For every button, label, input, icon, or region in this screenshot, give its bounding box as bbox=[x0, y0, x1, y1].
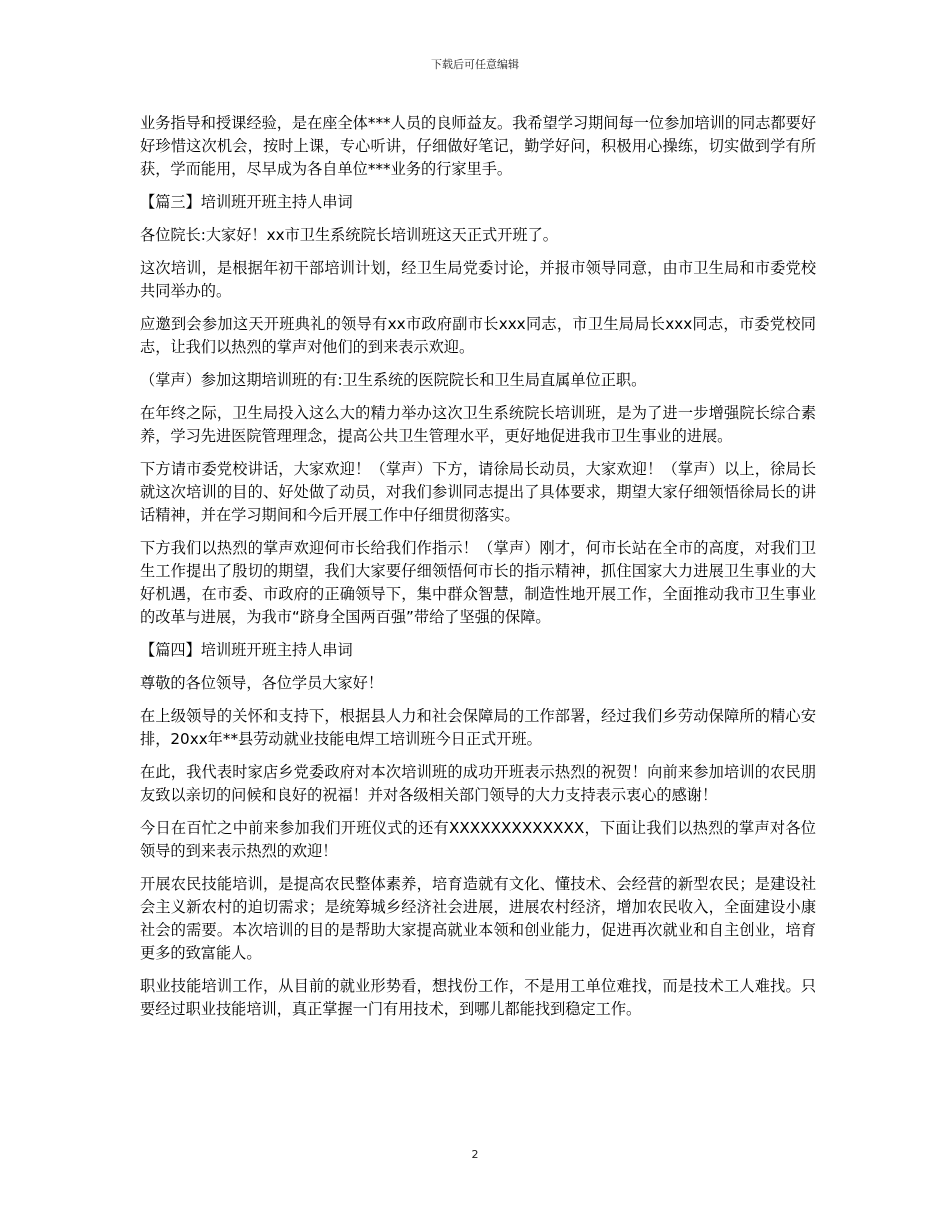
paragraph: 开展农民技能培训，是提高农民整体素养，培育造就有文化、懂技术、会经营的新型农民；是建设社会主义新农村的迫切需求；是统筹城乡经济社会进展，进展农村经济，增加农民收入，全面建设小康社会的需要。本次培训的目的是帮助大家提高就业本领和创业能力，促进再次就业和自主创业，培育更多的致富能人。 bbox=[140, 875, 816, 962]
paragraph: 尊敬的各位领导，各位学员大家好！ bbox=[140, 674, 383, 692]
section-heading: 【篇三】培训班开班主持人串词 bbox=[140, 193, 353, 211]
paragraph: 下方请市委党校讲话，大家欢迎！（掌声）下方，请徐局长动员，大家欢迎！（掌声）以上，徐局长就这次培训的目的、好处做了动员，对我们参训同志提出了具体要求，期望大家仔细领悟徐局长的讲话精神，并在学习期间和今后开展工作中仔细贯彻落实。 bbox=[140, 460, 816, 524]
page-number: 2 bbox=[471, 1148, 479, 1161]
document-body bbox=[140, 112, 816, 1031]
paragraph: 各位院长:大家好！xx市卫生系统院长培训班这天正式开班了。 bbox=[140, 226, 558, 244]
paragraph: 在上级领导的关怀和支持下，根据县人力和社会保障局的工作部署，经过我们乡劳动保障所的精心安排，20xx年**县劳动就业技能电焊工培训班今日正式开班。 bbox=[140, 707, 816, 748]
paragraph: 业务指导和授课经验，是在座全体***人员的良师益友。我希望学习期间每一位参加培训的同志都要好好珍惜这次机会，按时上课，专心听讲，仔细做好笔记，勤学好问，积极用心操练，切实做到学有所获，学而能用，尽早成为各自单位***业务的行家里手。 bbox=[140, 114, 816, 178]
paragraph: （掌声）参加这期培训班的有:卫生系统的医院院长和卫生局直属单位正职。 bbox=[140, 371, 647, 389]
paragraph: 在年终之际，卫生局投入这么大的精力举办这次卫生系统院长培训班，是为了进一步增强院长综合素养，学习先进医院管理理念，提高公共卫生管理水平，更好地促进我市卫生事业的进展。 bbox=[140, 404, 816, 445]
paragraph: 今日在百忙之中前来参加我们开班仪式的还有XXXXXXXXXXXXX，下面让我们以热烈的掌声对各位领导的到来表示热烈的欢迎！ bbox=[140, 819, 816, 860]
paragraph: 在此，我代表时家店乡党委政府对本次培训班的成功开班表示热烈的祝贺！向前来参加培训的农民朋友致以亲切的问候和良好的祝福！并对各级相关部门领导的大力支持表示衷心的感谢！ bbox=[140, 763, 816, 804]
paragraph: 应邀到会参加这天开班典礼的领导有xx市政府副市长xxx同志，市卫生局局长xxx同志，市委党校同志，让我们以热烈的掌声对他们的到来表示欢迎。 bbox=[140, 315, 816, 356]
paragraph: 职业技能培训工作，从目前的就业形势看，想找份工作，不是用工单位难找，而是技术工人难找。只要经过职业技能培训，真正掌握一门有用技术，到哪儿都能找到稳定工作。 bbox=[140, 977, 816, 1018]
section-heading: 【篇四】培训班开班主持人串词 bbox=[140, 641, 353, 659]
paragraph: 这次培训，是根据年初干部培训计划，经卫生局党委讨论，并报市领导同意，由市卫生局和市委党校共同举办的。 bbox=[140, 259, 816, 300]
paragraph: 下方我们以热烈的掌声欢迎何市长给我们作指示！（掌声）刚才，何市长站在全市的高度，对我们卫生工作提出了殷切的期望，我们大家要仔细领悟何市长的指示精神，抓住国家大力进展卫生事业的大好机遇，在市委、市政府的正确领导下，集中群众智慧，制造性地开展工作，全面推动我市卫生事业的改革与进展，为我市“跻身全国两百强”带给了坚强的保障。 bbox=[140, 539, 816, 626]
page-header: 下载后可任意编辑 bbox=[431, 58, 519, 71]
